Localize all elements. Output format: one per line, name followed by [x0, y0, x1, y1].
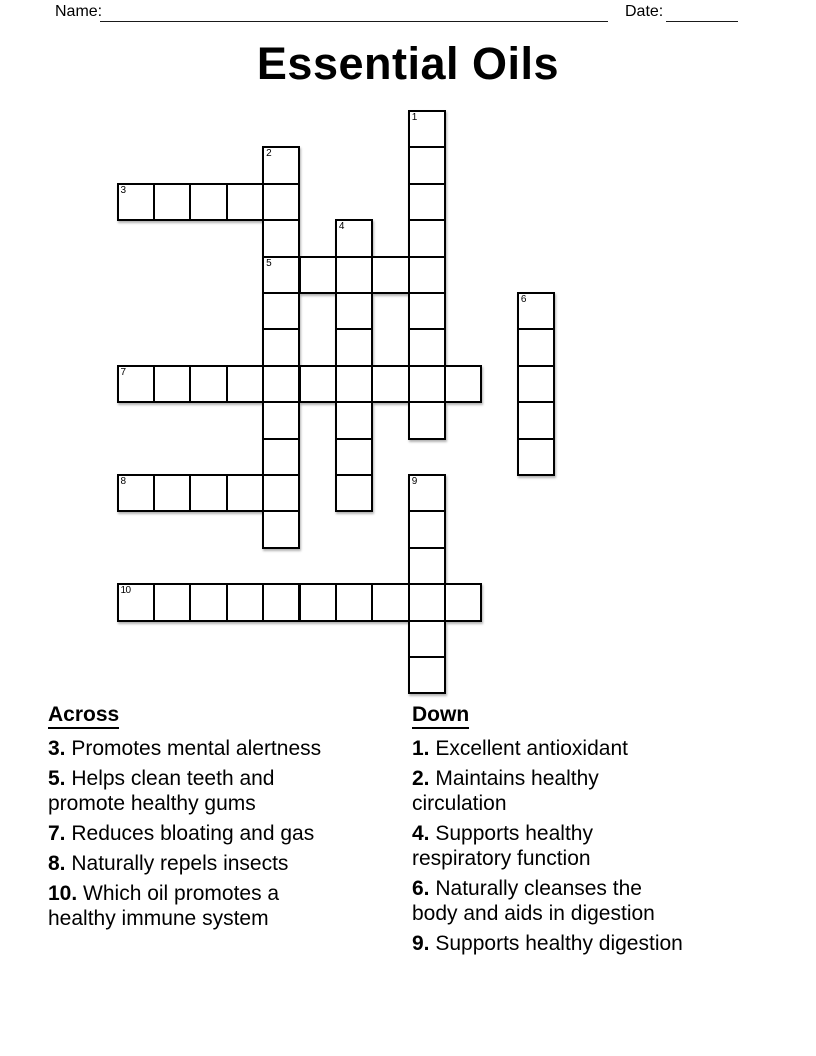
grid-cell-7[interactable] [117, 365, 155, 403]
clue-number-label: 4. [412, 822, 430, 845]
cell-number: 2 [266, 148, 272, 160]
clue-across-5: 5. Helps clean teeth and promote healthy gums [48, 767, 275, 815]
grid-cell[interactable] [335, 474, 373, 512]
cell-number: 3 [120, 184, 126, 196]
grid-cell[interactable] [408, 183, 446, 221]
grid-cell[interactable] [408, 146, 446, 184]
grid-cell[interactable] [262, 365, 300, 403]
clue-number-label: 10. [48, 882, 78, 905]
across-clue-list [48, 736, 408, 931]
grid-cell[interactable] [371, 583, 409, 621]
grid-cell[interactable] [408, 292, 446, 330]
grid-cell-1[interactable] [408, 110, 446, 148]
grid-cell[interactable] [299, 256, 337, 294]
clue-number-label: 1. [412, 737, 430, 760]
grid-cell[interactable] [408, 365, 446, 403]
clue-number-label: 3. [48, 737, 66, 760]
grid-cell[interactable] [226, 474, 264, 512]
grid-cell[interactable] [408, 510, 446, 548]
cell-number: 4 [338, 221, 344, 233]
clue-across-7: 7. Reduces bloating and gas [48, 822, 315, 845]
grid-cell[interactable] [335, 328, 373, 366]
grid-cell[interactable] [517, 328, 555, 366]
clue-down-6: 6. Naturally cleanses the body and aids in digestion [412, 877, 655, 925]
grid-cell[interactable] [335, 292, 373, 330]
grid-cell[interactable] [189, 183, 227, 221]
clue-down-9: 9. Supports healthy digestion [412, 932, 683, 955]
name-label: Name: [55, 3, 103, 20]
clue-number-label: 7. [48, 822, 66, 845]
grid-cell[interactable] [335, 583, 373, 621]
cell-number: 6 [520, 294, 526, 305]
cell-number: 8 [120, 476, 126, 487]
grid-cell[interactable] [153, 365, 191, 403]
grid-cell[interactable] [153, 583, 191, 621]
cell-number: 7 [120, 366, 126, 378]
grid-cell-3[interactable] [117, 183, 155, 221]
grid-cell[interactable] [517, 401, 555, 439]
clue-across-10: 10. Which oil promotes a healthy immune system [48, 882, 280, 930]
grid-cell-6[interactable] [517, 292, 555, 330]
clue-down-4: 4. Supports healthy respiratory function [412, 822, 593, 870]
grid-cell[interactable] [262, 583, 300, 621]
down-clue-list [412, 736, 772, 956]
clue-down-1: 1. Excellent antioxidant [412, 737, 628, 760]
grid-cell-8[interactable] [117, 474, 155, 512]
grid-cell-5[interactable] [262, 256, 300, 294]
grid-cell[interactable] [371, 256, 409, 294]
grid-cell[interactable] [262, 510, 300, 548]
grid-cell[interactable] [189, 474, 227, 512]
clue-down-2: 2. Maintains healthy circulation [412, 767, 599, 815]
grid-cell[interactable] [444, 365, 482, 403]
grid-cell[interactable] [189, 583, 227, 621]
cell-number: 10 [120, 585, 131, 597]
grid-cell-4[interactable] [335, 219, 373, 257]
grid-cell[interactable] [262, 438, 300, 476]
grid-cell[interactable] [262, 328, 300, 366]
grid-cell[interactable] [408, 620, 446, 658]
grid-cell[interactable] [299, 583, 337, 621]
down-clues-column [412, 702, 772, 961]
grid-cell[interactable] [335, 401, 373, 439]
grid-cell[interactable] [335, 256, 373, 294]
date-label: Date: [625, 3, 664, 20]
cell-number: 5 [266, 257, 272, 269]
grid-cell[interactable] [226, 183, 264, 221]
grid-cell[interactable] [335, 365, 373, 403]
grid-cell-9[interactable] [408, 474, 446, 512]
grid-cell[interactable] [262, 219, 300, 257]
clue-across-3: 3. Promotes mental alertness [48, 737, 322, 760]
grid-cell[interactable] [444, 583, 482, 621]
grid-cell-2[interactable] [262, 146, 300, 184]
grid-cell[interactable] [153, 474, 191, 512]
grid-cell-10[interactable] [117, 583, 155, 621]
grid-cell[interactable] [408, 256, 446, 294]
cell-number: 9 [411, 476, 417, 487]
clue-number-label: 9. [412, 932, 430, 955]
grid-cell[interactable] [408, 401, 446, 439]
cell-number: 1 [411, 112, 417, 123]
clue-number-label: 2. [412, 767, 430, 790]
grid-cell[interactable] [189, 365, 227, 403]
grid-cell[interactable] [262, 474, 300, 512]
grid-cell[interactable] [371, 365, 409, 403]
grid-cell[interactable] [517, 438, 555, 476]
grid-cell[interactable] [262, 401, 300, 439]
across-heading: Across [48, 703, 119, 729]
grid-cell[interactable] [262, 292, 300, 330]
grid-cell[interactable] [408, 328, 446, 366]
across-clues-column [48, 702, 408, 936]
grid-cell[interactable] [408, 219, 446, 257]
grid-cell[interactable] [226, 583, 264, 621]
grid-cell[interactable] [408, 547, 446, 585]
grid-cell[interactable] [153, 183, 191, 221]
clue-across-8: 8. Naturally repels insects [48, 852, 289, 875]
clue-number-label: 6. [412, 877, 430, 900]
grid-cell[interactable] [262, 183, 300, 221]
page-title: Essential Oils [256, 38, 560, 89]
grid-cell[interactable] [299, 365, 337, 403]
grid-cell[interactable] [226, 365, 264, 403]
clue-number-label: 8. [48, 852, 66, 875]
grid-cell[interactable] [408, 583, 446, 621]
grid-cell[interactable] [517, 365, 555, 403]
clue-number-label: 5. [48, 767, 66, 790]
down-heading: Down [412, 703, 469, 729]
grid-cell[interactable] [335, 438, 373, 476]
grid-cell[interactable] [408, 656, 446, 694]
